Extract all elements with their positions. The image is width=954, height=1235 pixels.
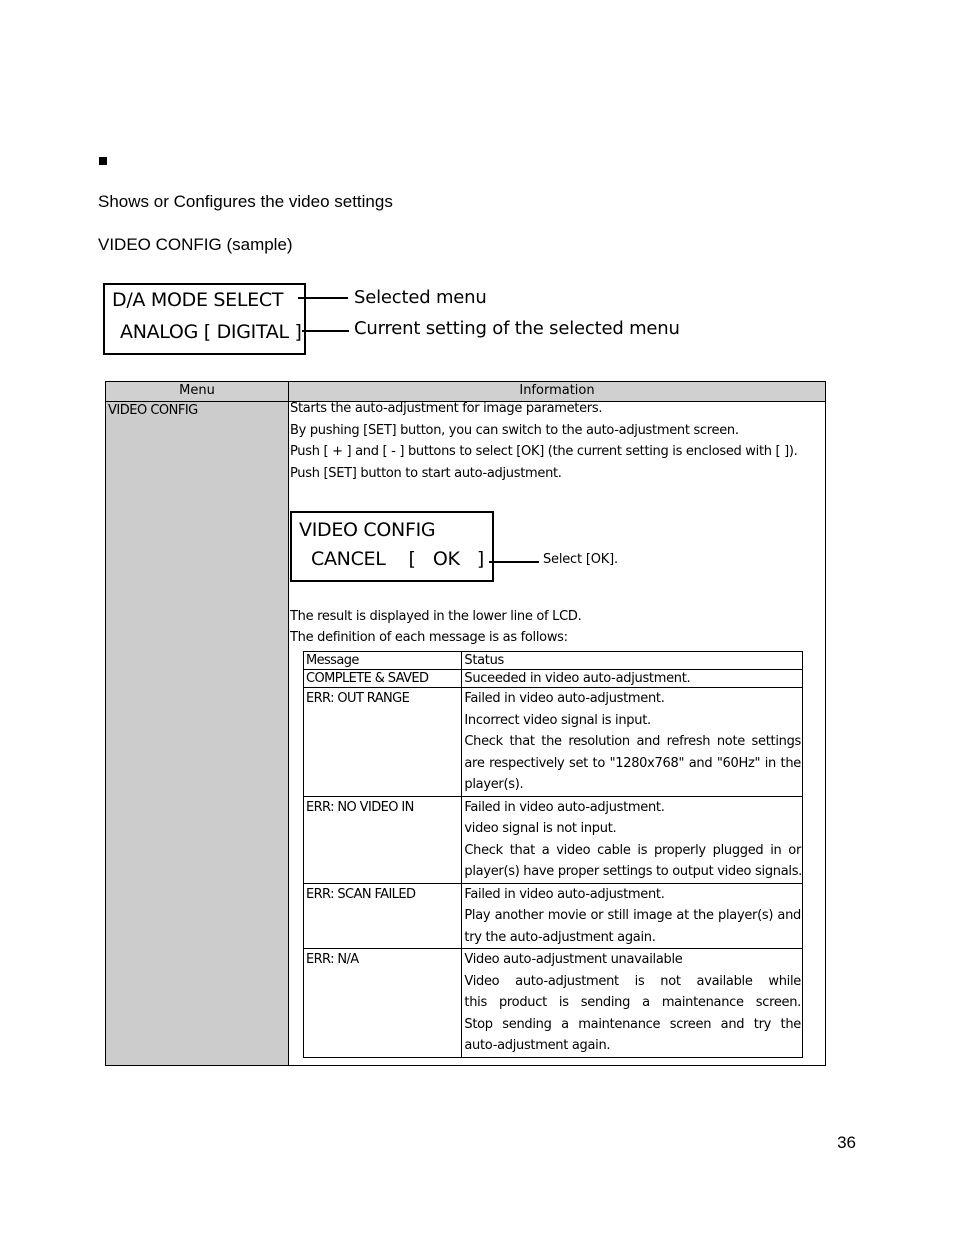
lcd-video-config-line2: CANCEL [ OK ] [311, 548, 484, 570]
callout-select-ok: Select [OK]. [543, 552, 618, 567]
callout-line-select-ok [489, 561, 539, 563]
info-line-3: Push [ + ] and [ - ] buttons to select [OK] (the current setting is enclosed with [ ]). [290, 444, 798, 459]
callout-selected-menu: Selected menu [354, 287, 487, 308]
message-cell: ERR: OUT RANGE [304, 688, 462, 797]
message-table [303, 651, 803, 1058]
status-cell: Video auto-adjustment unavailable Video auto-adjustment is not available while this product is sending a maintenance screen. Stop sending a maintenance screen and try the auto-adjustment again. [462, 949, 803, 1058]
menu-video-config: VIDEO CONFIG [108, 403, 198, 418]
table-row [304, 796, 803, 883]
lcd-sample-line1: D/A MODE SELECT [112, 289, 284, 311]
table-row [304, 949, 803, 1058]
status-cell: Failed in video auto-adjustment. Play another movie or still image at the player(s) and try the auto-adjustment again. [462, 883, 803, 949]
message-cell: COMPLETE & SAVED [304, 670, 462, 688]
page-number: 36 [837, 1133, 856, 1152]
lcd-video-config [290, 511, 494, 582]
callout-line-current [302, 330, 349, 332]
message-cell: ERR: NO VIDEO IN [304, 796, 462, 883]
lcd-video-config-line1: VIDEO CONFIG [299, 519, 436, 541]
result-line-1: The result is displayed in the lower line of LCD. [290, 609, 582, 624]
table-header-row [106, 382, 825, 402]
intro-text: Shows or Configures the video settings [98, 192, 393, 211]
table-row [304, 883, 803, 949]
sample-title: VIDEO CONFIG (sample) [98, 235, 293, 254]
menu-column [106, 402, 289, 1065]
lcd-sample-line2: ANALOG [ DIGITAL ] [120, 321, 302, 343]
callout-line-selected [298, 297, 348, 299]
status-cell: Failed in video auto-adjustment. video signal is not input. Check that a video cable is properly plugged in or player(s) have proper settings to output video signals. [462, 796, 803, 883]
info-line-4: Push [SET] button to start auto-adjustment. [290, 466, 562, 481]
table-row [304, 670, 803, 688]
message-cell: ERR: SCAN FAILED [304, 883, 462, 949]
section-bullet [99, 157, 107, 165]
table-row [304, 688, 803, 797]
header-menu: Menu [179, 383, 215, 398]
header-message: Message [304, 652, 462, 670]
message-cell: ERR: N/A [304, 949, 462, 1058]
result-line-2: The definition of each message is as follows: [290, 630, 568, 645]
callout-current-setting: Current setting of the selected menu [354, 318, 680, 339]
info-line-1: Starts the auto-adjustment for image parameters. [290, 401, 603, 416]
status-cell: Failed in video auto-adjustment. Incorrect video signal is input. Check that the resolution and refresh note settings are respectively set to "1280x768" and "60Hz" in the player(s). [462, 688, 803, 797]
lcd-sample-display [103, 283, 306, 355]
header-information: Information [519, 383, 595, 398]
info-line-2: By pushing [SET] button, you can switch to the auto-adjustment screen. [290, 423, 739, 438]
header-status: Status [462, 652, 803, 670]
status-cell: Suceeded in video auto-adjustment. [462, 670, 803, 688]
message-table-header [304, 652, 803, 670]
